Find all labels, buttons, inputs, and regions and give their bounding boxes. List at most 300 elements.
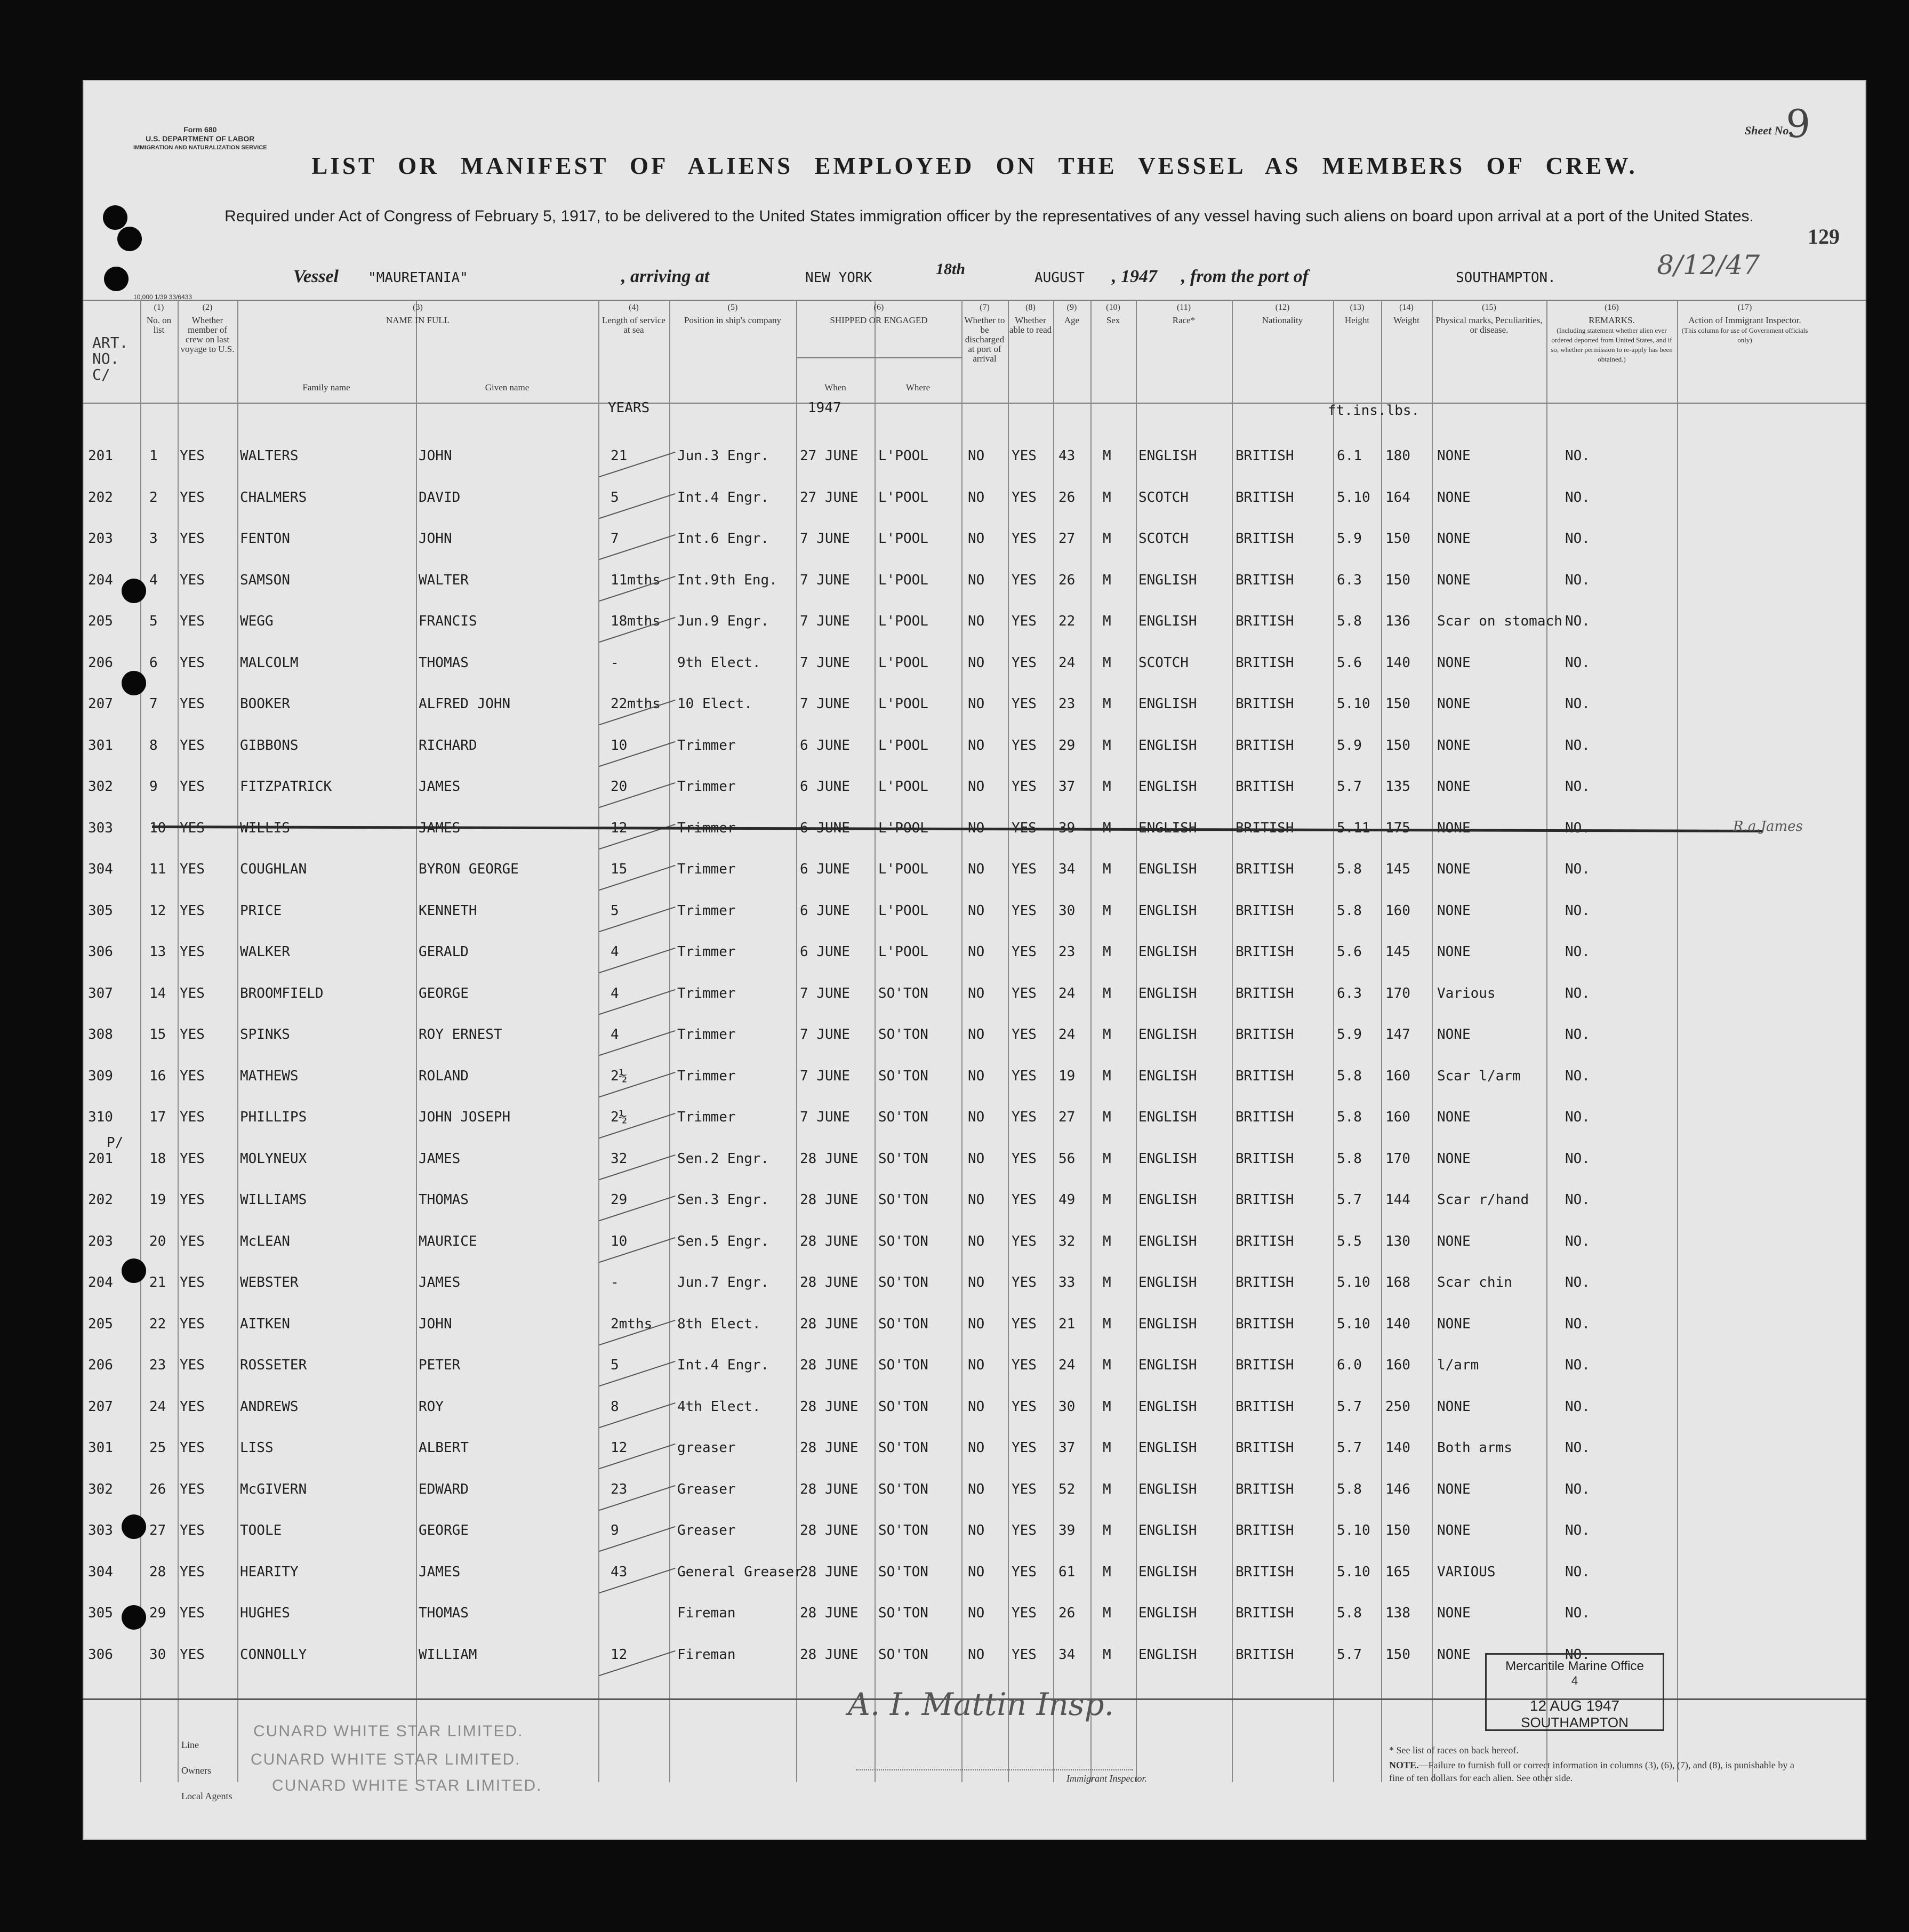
sex-cell: M (1103, 944, 1111, 960)
height-cell: 5.8 (1337, 1109, 1362, 1125)
able-to-read-cell: YES (1012, 1605, 1037, 1621)
shipped-where-cell: SO'TON (878, 1646, 928, 1663)
race-cell: SCOTCH (1138, 654, 1189, 671)
age-cell: 34 (1058, 861, 1076, 877)
family-name-cell: McGIVERN (240, 1481, 307, 1497)
family-name-cell: GIBBONS (240, 737, 299, 753)
shipped-when-cell: 6 JUNE (800, 902, 850, 919)
weight-cell: 140 (1385, 1316, 1410, 1332)
position-cell: Trimmer (677, 1109, 736, 1125)
length-of-service-cell: 2½ (611, 1109, 628, 1125)
last-voyage-cell: YES (180, 448, 205, 464)
sex-cell: M (1103, 1646, 1111, 1663)
discharged-cell: NO (968, 1605, 985, 1621)
family-name-cell: MATHEWS (240, 1068, 299, 1084)
art-no-cell: 302 (88, 779, 113, 795)
stamp-office: Mercantile Marine Office (1505, 1659, 1644, 1673)
position-cell: Int.6 Engr. (677, 531, 769, 547)
physical-marks-cell: Scar on stomach (1437, 613, 1562, 629)
table-row (83, 448, 1866, 485)
position-cell: Trimmer (677, 737, 736, 753)
position-cell: Trimmer (677, 1068, 736, 1084)
from-label: , from the port of (1181, 267, 1309, 286)
art-no-cell: 204 (88, 572, 113, 588)
remarks-cell: NO. (1565, 1233, 1590, 1249)
discharged-cell: NO (968, 1481, 985, 1497)
weight-cell: 140 (1385, 654, 1410, 671)
remarks-cell: NO. (1565, 572, 1590, 588)
given-name-cell: GEORGE (419, 1522, 469, 1538)
age-cell: 22 (1058, 613, 1076, 629)
remarks-cell: NO. (1565, 737, 1590, 753)
family-name-cell: HUGHES (240, 1605, 290, 1621)
shipped-when-cell: 28 JUNE (800, 1481, 859, 1497)
weight-cell: 250 (1385, 1398, 1410, 1415)
length-of-service-cell: 2½ (611, 1068, 628, 1084)
given-name-cell: RICHARD (419, 737, 477, 753)
discharged-cell: NO (968, 737, 985, 753)
remarks-cell: NO. (1565, 1440, 1590, 1456)
table-row (83, 572, 1866, 610)
last-voyage-cell: YES (180, 1522, 205, 1538)
age-cell: 24 (1058, 1357, 1076, 1373)
position-cell: Greaser (677, 1481, 736, 1497)
art-no-cell: 204 (88, 1274, 113, 1290)
remarks-cell: NO. (1565, 1564, 1590, 1580)
race-cell: ENGLISH (1138, 820, 1197, 836)
sex-cell: M (1103, 1027, 1111, 1043)
nationality-cell: BRITISH (1236, 1398, 1294, 1415)
position-cell: greaser (677, 1440, 736, 1456)
shipped-where-cell: SO'TON (878, 1274, 928, 1290)
remarks-cell: NO. (1565, 1398, 1590, 1415)
shipped-where-cell: SO'TON (878, 1481, 928, 1497)
physical-marks-cell: NONE (1437, 820, 1471, 836)
nationality-cell: BRITISH (1236, 1522, 1294, 1538)
remarks-cell: NO. (1565, 1068, 1590, 1084)
when-header: When (824, 382, 846, 392)
physical-marks-cell: NONE (1437, 654, 1471, 671)
table-row (83, 820, 1866, 857)
position-cell: Trimmer (677, 779, 736, 795)
list-no-cell: 14 (149, 985, 166, 1001)
shipped-when-cell: 6 JUNE (800, 779, 850, 795)
family-name-header: Family name (302, 382, 350, 392)
nationality-cell: BRITISH (1236, 1274, 1294, 1290)
physical-marks-cell: NONE (1437, 572, 1471, 588)
form-header (133, 125, 267, 153)
last-voyage-cell: YES (180, 696, 205, 712)
sex-cell: M (1103, 1605, 1111, 1621)
remarks-cell: NO. (1565, 1357, 1590, 1373)
sex-cell: M (1103, 654, 1111, 671)
document-title: LIST OR MANIFEST OF ALIENS EMPLOYED ON THE VESSEL AS MEMBERS OF CREW. (311, 153, 1638, 179)
where-header: Where (905, 382, 931, 392)
age-cell: 23 (1058, 944, 1076, 960)
discharged-cell: NO (968, 861, 985, 877)
age-cell: 39 (1058, 1522, 1076, 1538)
length-of-service-cell: 22mths (611, 696, 661, 712)
art-no-cell: 203 (88, 531, 113, 547)
sex-cell: M (1103, 1068, 1111, 1084)
last-voyage-cell: YES (180, 1150, 205, 1167)
col-head-10: (10) Sex (1106, 303, 1120, 325)
age-cell: 49 (1058, 1192, 1076, 1208)
last-voyage-cell: YES (180, 1192, 205, 1208)
list-no-cell: 27 (149, 1522, 166, 1538)
able-to-read-cell: YES (1012, 572, 1037, 588)
discharged-cell: NO (968, 448, 985, 464)
table-top-rule (83, 300, 1866, 301)
physical-marks-cell: Various (1437, 985, 1496, 1001)
list-no-cell: 6 (149, 654, 158, 671)
length-of-service-cell: 5 (611, 1357, 619, 1373)
shipped-where-cell: L'POOL (878, 696, 928, 712)
physical-marks-cell: Scar l/arm (1437, 1068, 1521, 1084)
race-cell: ENGLISH (1138, 1605, 1197, 1621)
table-row (83, 696, 1866, 733)
height-cell: 5.8 (1337, 861, 1362, 877)
binding-hole (122, 579, 146, 603)
nationality-cell: BRITISH (1236, 613, 1294, 629)
given-name-cell: THOMAS (419, 1192, 469, 1208)
shipped-where-cell: SO'TON (878, 1564, 928, 1580)
sex-cell: M (1103, 1192, 1111, 1208)
table-row (83, 655, 1866, 692)
arrival-month: AUGUST (1034, 270, 1085, 286)
given-name-cell: GEORGE (419, 985, 469, 1001)
list-no-cell: 13 (149, 944, 166, 960)
remarks-cell: NO. (1565, 1646, 1590, 1663)
col-head-12: (12) Nationality (1262, 303, 1303, 325)
physical-marks-cell: NONE (1437, 944, 1471, 960)
position-cell: Int.4 Engr. (677, 1357, 769, 1373)
family-name-cell: HEARITY (240, 1564, 299, 1580)
remarks-cell: NO. (1565, 944, 1590, 960)
position-cell: 8th Elect. (677, 1316, 761, 1332)
shipped-when-cell: 7 JUNE (800, 696, 850, 712)
last-voyage-cell: YES (180, 902, 205, 919)
page-number: 129 (1808, 225, 1840, 248)
art-no-cell: 301 (88, 737, 113, 753)
race-cell: ENGLISH (1138, 1192, 1197, 1208)
shipped-when-cell: 28 JUNE (800, 1192, 859, 1208)
position-cell: Trimmer (677, 820, 736, 836)
discharged-cell: NO (968, 531, 985, 547)
physical-marks-cell: NONE (1437, 861, 1471, 877)
height-cell: 5.8 (1337, 1068, 1362, 1084)
length-of-service-cell: - (611, 654, 619, 671)
remarks-cell: NO. (1565, 1109, 1590, 1125)
col-head-15: (15) Physical marks, Peculiarities, or disease. (1435, 303, 1543, 335)
family-name-cell: BOOKER (240, 696, 290, 712)
nationality-cell: BRITISH (1236, 1109, 1294, 1125)
discharged-cell: NO (968, 489, 985, 506)
height-cell: 5.11 (1337, 820, 1370, 836)
given-name-cell: FRANCIS (419, 613, 477, 629)
inspector-label: Immigrant Inspector. (1066, 1773, 1147, 1784)
able-to-read-cell: YES (1012, 944, 1037, 960)
table-row (83, 1481, 1866, 1519)
list-no-cell: 4 (149, 572, 158, 588)
last-voyage-cell: YES (180, 1109, 205, 1125)
physical-marks-cell: NONE (1437, 1398, 1471, 1415)
sex-cell: M (1103, 1564, 1111, 1580)
nationality-cell: BRITISH (1236, 1481, 1294, 1497)
remarks-cell: NO. (1565, 820, 1590, 836)
able-to-read-cell: YES (1012, 1233, 1037, 1249)
list-no-cell: 3 (149, 531, 158, 547)
family-name-cell: WILLIS (240, 820, 290, 836)
list-no-cell: 28 (149, 1564, 166, 1580)
length-of-service-cell: 29 (611, 1192, 628, 1208)
last-voyage-cell: YES (180, 654, 205, 671)
family-name-cell: McLEAN (240, 1233, 290, 1249)
length-of-service-cell: 43 (611, 1564, 628, 1580)
col-head-7: (7) Whether to be discharged at port of arrival (964, 303, 1005, 364)
physical-marks-cell: Scar chin (1437, 1274, 1512, 1290)
sex-cell: M (1103, 737, 1111, 753)
shipped-where-cell: L'POOL (878, 820, 928, 836)
age-cell: 43 (1058, 448, 1076, 464)
discharged-cell: NO (968, 1274, 985, 1290)
shipped-where-cell: L'POOL (878, 737, 928, 753)
height-cell: 5.8 (1337, 1150, 1362, 1167)
last-voyage-cell: YES (180, 1357, 205, 1373)
sex-cell: M (1103, 902, 1111, 919)
list-no-cell: 1 (149, 448, 158, 464)
family-name-cell: BROOMFIELD (240, 985, 324, 1001)
weight-cell: 160 (1385, 902, 1410, 919)
length-of-service-cell: 9 (611, 1522, 619, 1538)
length-of-service-cell: 10 (611, 737, 628, 753)
table-row (83, 1399, 1866, 1436)
shipped-where-cell: L'POOL (878, 531, 928, 547)
col-head-5: (5) Position in ship's company (684, 303, 782, 325)
position-cell: 10 Elect. (677, 696, 752, 712)
sex-cell: M (1103, 861, 1111, 877)
line-label: Line (181, 1739, 199, 1750)
nationality-cell: BRITISH (1236, 1357, 1294, 1373)
length-of-service-cell: 23 (611, 1481, 628, 1497)
discharged-cell: NO (968, 1192, 985, 1208)
weight-cell: 180 (1385, 448, 1410, 464)
physical-marks-cell: NONE (1437, 1109, 1471, 1125)
header-bottom-rule (83, 403, 1866, 404)
discharged-cell: NO (968, 779, 985, 795)
remarks-cell: NO. (1565, 448, 1590, 464)
art-no-cell: 202 (88, 489, 113, 506)
sex-cell: M (1103, 448, 1111, 464)
art-no-header: ART. NO. C/ (92, 334, 129, 383)
weight-cell: 150 (1385, 1646, 1410, 1663)
position-cell: Jun.7 Engr. (677, 1274, 769, 1290)
length-of-service-cell: 12 (611, 1440, 628, 1456)
table-row (83, 1440, 1866, 1477)
nationality-cell: BRITISH (1236, 861, 1294, 877)
shipped-where-cell: SO'TON (878, 1605, 928, 1621)
height-cell: 5.7 (1337, 1646, 1362, 1663)
sex-cell: M (1103, 1316, 1111, 1332)
sheet-label: Sheet No. (1745, 124, 1792, 137)
able-to-read-cell: YES (1012, 1357, 1037, 1373)
discharged-cell: NO (968, 820, 985, 836)
from-port: SOUTHAMPTON. (1456, 270, 1556, 286)
height-cell: 5.7 (1337, 1398, 1362, 1415)
sex-cell: M (1103, 1398, 1111, 1415)
height-cell: 6.0 (1337, 1357, 1362, 1373)
vessel-label: Vessel (293, 267, 339, 286)
physical-marks-cell: VARIOUS (1437, 1564, 1496, 1580)
nationality-cell: BRITISH (1236, 820, 1294, 836)
position-cell: Fireman (677, 1605, 736, 1621)
race-cell: ENGLISH (1138, 1398, 1197, 1415)
discharged-cell: NO (968, 1027, 985, 1043)
art-no-cell: 201 (88, 1150, 113, 1167)
length-of-service-cell: 4 (611, 985, 619, 1001)
agents-label: Local Agents (181, 1791, 232, 1801)
print-code: 10,000 1/39 33/6433 (133, 293, 192, 301)
given-name-cell: GERALD (419, 944, 469, 960)
weight-cell: 146 (1385, 1481, 1410, 1497)
shipped-where-cell: SO'TON (878, 1068, 928, 1084)
nationality-cell: BRITISH (1236, 985, 1294, 1001)
last-voyage-cell: YES (180, 779, 205, 795)
given-name-cell: JAMES (419, 820, 461, 836)
able-to-read-cell: YES (1012, 1481, 1037, 1497)
art-no-cell: 301 (88, 1440, 113, 1456)
nationality-cell: BRITISH (1236, 1027, 1294, 1043)
discharged-cell: NO (968, 696, 985, 712)
race-note: * See list of races on back hereof. (1389, 1745, 1519, 1755)
family-name-cell: FITZPATRICK (240, 779, 332, 795)
length-of-service-cell: 11mths (611, 572, 661, 588)
art-no-cell: 205 (88, 1316, 113, 1332)
shipped-when-cell: 27 JUNE (800, 448, 859, 464)
art-no-cell: 206 (88, 1357, 113, 1373)
physical-marks-cell: NONE (1437, 1646, 1471, 1663)
able-to-read-cell: YES (1012, 654, 1037, 671)
shipped-where-cell: SO'TON (878, 1233, 928, 1249)
remarks-cell: NO. (1565, 1027, 1590, 1043)
race-cell: ENGLISH (1138, 1068, 1197, 1084)
height-cell: 5.8 (1337, 613, 1362, 629)
mercantile-marine-stamp (1485, 1653, 1664, 1731)
nationality-cell: BRITISH (1236, 1233, 1294, 1249)
art-no-cell: 302 (88, 1481, 113, 1497)
shipped-where-cell: SO'TON (878, 1150, 928, 1167)
height-cell: 5.6 (1337, 944, 1362, 960)
weight-cell: 150 (1385, 737, 1410, 753)
remarks-cell: NO. (1565, 1274, 1590, 1290)
length-of-service-cell: 32 (611, 1150, 628, 1167)
family-name-cell: COUGHLAN (240, 861, 307, 877)
shipped-when-cell: 28 JUNE (800, 1316, 859, 1332)
race-cell: SCOTCH (1138, 489, 1189, 506)
able-to-read-cell: YES (1012, 1192, 1037, 1208)
race-cell: ENGLISH (1138, 779, 1197, 795)
shipped-when-cell: 28 JUNE (800, 1274, 859, 1290)
form-department: U.S. DEPARTMENT OF LABOR (146, 134, 255, 143)
shipped-when-cell: 28 JUNE (800, 1440, 859, 1456)
last-voyage-cell: YES (180, 1646, 205, 1663)
nationality-cell: BRITISH (1236, 1150, 1294, 1167)
discharged-cell: NO (968, 1316, 985, 1332)
shipped-when-cell: 6 JUNE (800, 861, 850, 877)
list-no-cell: 21 (149, 1274, 166, 1290)
discharged-cell: NO (968, 1564, 985, 1580)
position-cell: Trimmer (677, 1027, 736, 1043)
table-row (83, 1233, 1866, 1271)
family-name-cell: WALTERS (240, 448, 299, 464)
list-no-cell: 9 (149, 779, 158, 795)
arrival-year: , 1947 (1112, 267, 1157, 286)
table-row (83, 1274, 1866, 1312)
table-row (83, 903, 1866, 940)
given-name-cell: JAMES (419, 779, 461, 795)
family-name-cell: PHILLIPS (240, 1109, 307, 1125)
art-no-cell: 306 (88, 1646, 113, 1663)
art-no-cell: 303 (88, 1522, 113, 1538)
weight-cell: 170 (1385, 985, 1410, 1001)
shipped-where-cell: L'POOL (878, 779, 928, 795)
nationality-cell: BRITISH (1236, 572, 1294, 588)
weight-cell: 140 (1385, 1440, 1410, 1456)
given-name-cell: JAMES (419, 1564, 461, 1580)
able-to-read-cell: YES (1012, 1068, 1037, 1084)
position-cell: Int.9th Eng. (677, 572, 777, 588)
discharged-cell: NO (968, 985, 985, 1001)
col-head-2: (2) Whether member of crew on last voyage to U.S. (180, 303, 235, 354)
sex-cell: M (1103, 696, 1111, 712)
nationality-cell: BRITISH (1236, 1564, 1294, 1580)
weight-cell: 145 (1385, 944, 1410, 960)
art-no-cell: 207 (88, 1398, 113, 1415)
family-name-cell: ROSSETER (240, 1357, 307, 1373)
able-to-read-cell: YES (1012, 448, 1037, 464)
given-name-cell: THOMAS (419, 654, 469, 671)
given-name-cell: PETER (419, 1357, 461, 1373)
race-cell: ENGLISH (1138, 1357, 1197, 1373)
sex-cell: M (1103, 985, 1111, 1001)
age-cell: 33 (1058, 1274, 1076, 1290)
last-voyage-cell: YES (180, 1564, 205, 1580)
list-no-cell: 18 (149, 1150, 166, 1167)
shipped-where-cell: L'POOL (878, 448, 928, 464)
discharged-cell: NO (968, 1646, 985, 1663)
age-cell: 27 (1058, 531, 1076, 547)
shipped-when-cell: 27 JUNE (800, 489, 859, 506)
family-name-cell: FENTON (240, 531, 290, 547)
able-to-read-cell: YES (1012, 820, 1037, 836)
length-of-service-cell: 15 (611, 861, 628, 877)
given-name-cell: WILLIAM (419, 1646, 477, 1663)
physical-marks-cell: NONE (1437, 531, 1471, 547)
family-name-cell: AITKEN (240, 1316, 290, 1332)
race-cell: ENGLISH (1138, 448, 1197, 464)
given-name-cell: MAURICE (419, 1233, 477, 1249)
col-head-3: (3) NAME IN FULL (386, 303, 450, 325)
able-to-read-cell: YES (1012, 531, 1037, 547)
discharged-cell: NO (968, 1398, 985, 1415)
last-voyage-cell: YES (180, 820, 205, 836)
given-name-cell: BYRON GEORGE (419, 861, 519, 877)
last-voyage-cell: YES (180, 531, 205, 547)
given-name-cell: JOHN (419, 1316, 452, 1332)
physical-marks-cell: Both arms (1437, 1440, 1512, 1456)
nationality-cell: BRITISH (1236, 1440, 1294, 1456)
art-no-cell: 305 (88, 1605, 113, 1621)
